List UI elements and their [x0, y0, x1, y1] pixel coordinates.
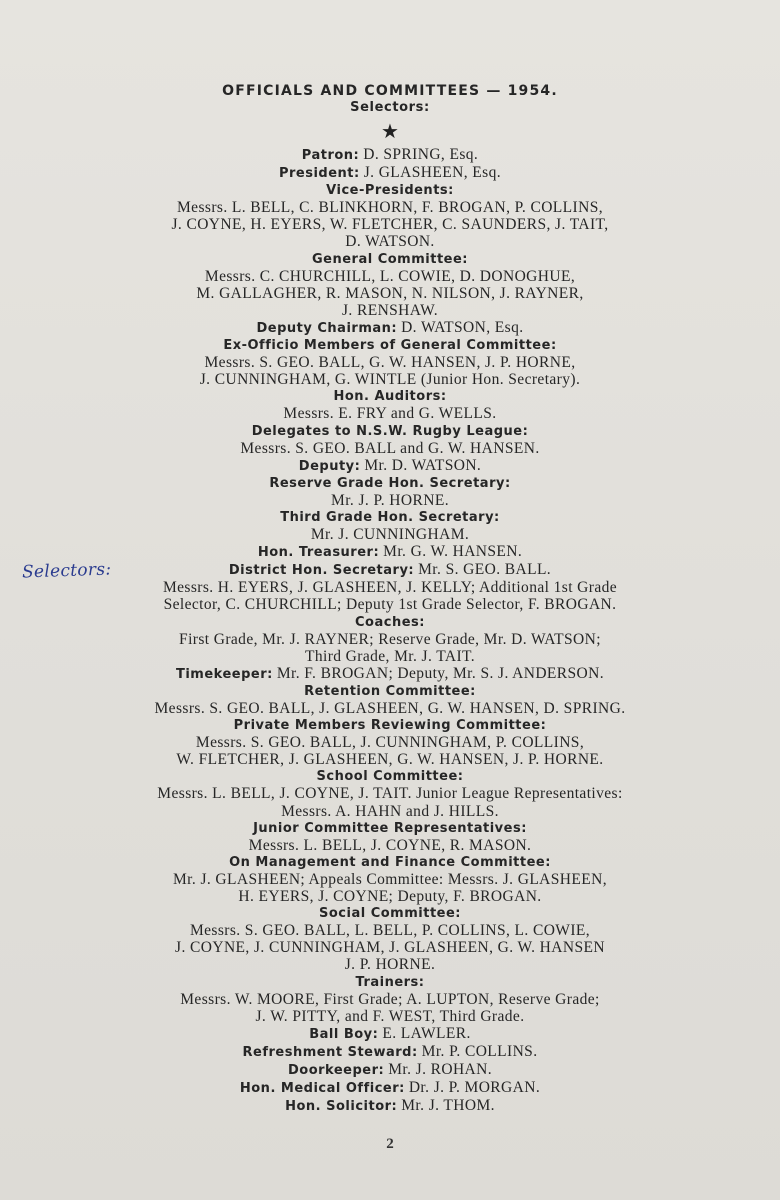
district-secretary-label: District Hon. Secretary: [228, 563, 415, 579]
trainers-heading: Trainers: [355, 974, 425, 990]
deputy-line [70, 457, 710, 475]
vice-presidents-line: D. WATSON. [345, 233, 435, 251]
district-secretary-value: Mr. S. GEO. BALL. [418, 561, 552, 579]
president-label: President: [278, 166, 360, 182]
deputy-chairman-label: Deputy Chairman: [256, 320, 398, 336]
social-committee-line: J. P. HORNE. [344, 956, 436, 974]
vice-presidents-heading: Vice-Presidents: [326, 183, 454, 199]
retention-committee-heading: Retention Committee: [304, 683, 476, 699]
general-committee-heading: General Committee: [311, 251, 468, 267]
timekeeper-value: Mr. F. BROGAN; Deputy, Mr. S. J. ANDERSON. [276, 664, 605, 682]
hon-auditors-line: Messrs. E. FRY and G. WELLS. [283, 405, 497, 423]
medical-officer-line [70, 1079, 710, 1097]
trainers-line: J. W. PITTY, and F. WEST, Third Grade. [255, 1007, 525, 1025]
deputy-value: Mr. D. WATSON. [364, 456, 482, 474]
management-finance-line: Mr. J. GLASHEEN; Appeals Committee: Messrs. J. GLASHEEN, [173, 870, 607, 888]
ex-officio-heading: Ex-Officio Members of General Committee: [223, 338, 557, 354]
social-committee-heading: Social Committee: [319, 906, 461, 922]
deputy-chairman-value: D. WATSON, Esq. [401, 318, 524, 336]
junior-committee-heading: Junior Committee Representatives: [253, 820, 527, 836]
social-committee-line: Messrs. S. GEO. BALL, L. BELL, P. COLLINS, L. COWIE, [189, 922, 591, 940]
hon-auditors-heading: Hon. Auditors: [333, 389, 447, 405]
page-title: OFFICIALS AND COMMITTEES — 1954. [222, 83, 558, 99]
coaches-line: Third Grade, Mr. J. TAIT. [304, 647, 476, 665]
retention-committee-line: Messrs. S. GEO. BALL, J. GLASHEEN, G. W. HANSEN, D. SPRING. [154, 700, 626, 717]
handwritten-selectors-note: Selectors: [21, 559, 112, 583]
private-members-heading: Private Members Reviewing Committee: [233, 718, 547, 734]
refreshment-steward-value: Mr. P. COLLINS. [421, 1042, 538, 1060]
delegates-line: Messrs. S. GEO. BALL and G. W. HANSEN. [240, 439, 540, 457]
third-grade-secretary-heading: Third Grade Hon. Secretary: [280, 509, 500, 525]
general-committee-line: M. GALLAGHER, R. MASON, N. NILSON, J. RAYNER, [196, 284, 584, 302]
president-line [70, 164, 710, 182]
timekeeper-label: Timekeeper: [175, 666, 273, 682]
ex-officio-line: Messrs. S. GEO. BALL, G. W. HANSEN, J. P. HORNE, [204, 354, 576, 372]
third-grade-secretary-line: Mr. J. CUNNINGHAM. [310, 526, 470, 544]
hon-treasurer-label: Hon. Treasurer: [257, 545, 380, 561]
management-finance-line: H. EYERS, J. COYNE; Deputy, F. BROGAN. [238, 888, 542, 906]
refreshment-steward-label: Refreshment Steward: [242, 1044, 418, 1060]
social-committee-line: J. COYNE, J. CUNNINGHAM, J. GLASHEEN, G. W. HANSEN [175, 939, 605, 957]
president-value: J. GLASHEEN, Esq. [363, 164, 501, 182]
deputy-chairman-line [70, 319, 710, 337]
selectors-line: Selector, C. CHURCHILL; Deputy 1st Grade Selector, F. BROGAN. [163, 596, 617, 614]
ex-officio-line: J. CUNNINGHAM, G. WINTLE (Junior Hon. Secretary). [199, 371, 581, 389]
doorkeeper-label: Doorkeeper: [287, 1062, 385, 1078]
star-icon: ★ [381, 119, 399, 143]
page-number: 2 [386, 1136, 394, 1152]
ball-boy-label: Ball Boy: [309, 1026, 379, 1042]
private-members-line: W. FLETCHER, J. GLASHEEN, G. W. HANSEN, J. P. HORNE. [176, 751, 604, 769]
timekeeper-line [70, 665, 710, 683]
doorkeeper-line [70, 1061, 710, 1079]
selectors-line: Messrs. H. EYERS, J. GLASHEEN, J. KELLY; Additional 1st Grade [162, 579, 618, 597]
school-committee-line: Messrs. L. BELL, J. COYNE, J. TAIT. Junior League Representatives: [157, 785, 623, 803]
vice-presidents-line: Messrs. L. BELL, C. BLINKHORN, F. BROGAN, P. COLLINS, [177, 199, 603, 217]
general-committee-line: Messrs. C. CHURCHILL, L. COWIE, D. DONOGHUE, [204, 267, 576, 285]
doorkeeper-value: Mr. J. ROHAN. [388, 1060, 493, 1078]
school-committee-line: Messrs. A. HAHN and J. HILLS. [281, 802, 499, 820]
district-secretary-line [70, 561, 710, 579]
medical-officer-label: Hon. Medical Officer: [239, 1081, 405, 1097]
ball-boy-value: E. LAWLER. [382, 1024, 471, 1042]
refreshment-steward-line [70, 1043, 710, 1061]
solicitor-label: Hon. Solicitor: [285, 1099, 398, 1115]
school-committee-heading: School Committee: [316, 769, 464, 785]
delegates-heading: Delegates to N.S.W. Rugby League: [251, 423, 529, 439]
solicitor-value: Mr. J. THOM. [401, 1097, 495, 1115]
trainers-line: Messrs. W. MOORE, First Grade; A. LUPTON, Reserve Grade; [180, 990, 600, 1008]
deputy-label: Deputy: [298, 458, 361, 474]
private-members-line: Messrs. S. GEO. BALL, J. CUNNINGHAM, P. COLLINS, [195, 734, 585, 752]
coaches-line: First Grade, Mr. J. RAYNER; Reserve Grade, Mr. D. WATSON; [179, 630, 601, 648]
patron-label: Patron: [301, 148, 360, 163]
coaches-heading: Coaches: [355, 614, 425, 630]
medical-officer-value: Dr. J. P. MORGAN. [408, 1079, 541, 1097]
reserve-grade-secretary-heading: Reserve Grade Hon. Secretary: [269, 475, 511, 491]
page-subtitle: Selectors: [350, 100, 430, 115]
reserve-grade-secretary-line: Mr. J. P. HORNE. [331, 491, 449, 509]
vice-presidents-line: J. COYNE, H. EYERS, W. FLETCHER, C. SAUNDERS, J. TAIT, [171, 216, 609, 234]
junior-committee-line: Messrs. L. BELL, J. COYNE, R. MASON. [248, 836, 532, 854]
hon-treasurer-line [70, 543, 710, 561]
patron-value: D. SPRING, Esq. [363, 146, 479, 163]
general-committee-line: J. RENSHAW. [341, 301, 439, 319]
hon-treasurer-value: Mr. G. W. HANSEN. [383, 543, 523, 561]
ball-boy-line [70, 1025, 710, 1043]
patron-line [70, 146, 710, 164]
management-finance-heading: On Management and Finance Committee: [229, 854, 551, 870]
solicitor-line [70, 1097, 710, 1115]
officials-list [70, 82, 710, 1115]
